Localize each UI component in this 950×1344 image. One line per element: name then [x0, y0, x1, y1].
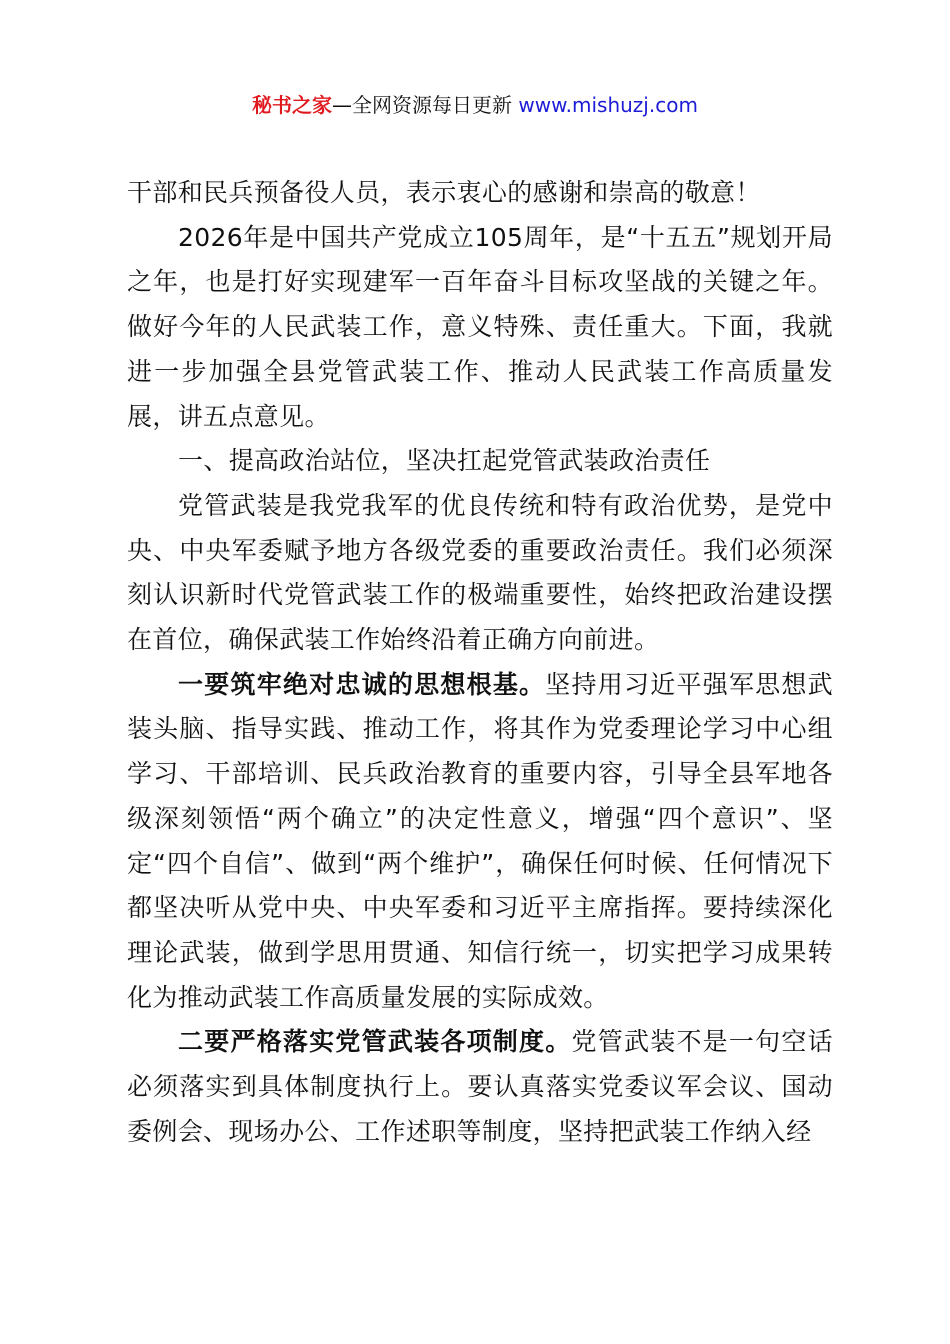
paragraph-lead: 二要严格落实党管武装各项制度。 — [178, 1027, 572, 1057]
site-tagline: —全网资源每日更新 — [332, 93, 513, 117]
paragraph-lead: 一要筑牢绝对忠诚的思想根基。 — [178, 669, 546, 699]
paragraph-6 — [127, 1020, 833, 1154]
document-body — [127, 171, 833, 1154]
paragraph-2 — [127, 216, 833, 440]
site-url-link[interactable]: www.mishuzj.com — [512, 93, 698, 117]
paragraph-text: 党管武装是我党我军的优良传统和特有政治优势，是党中央、中央军委赋予地方各级党委的重要政治责任。我们必须深刻认识新时代党管武装工作的极端重要性，始终把政治建设摆在首位，确保武装工作始终沿着正确方向前进。 — [127, 490, 833, 655]
paragraph-text: 坚持用习近平强军思想武装头脑、指导实践、推动工作，将其作为党委理论学习中心组学习、干部培训、民兵政治教育的重要内容，引导全县军地各级深刻领悟“两个确立”的决定性意义，增强“四个意识”、坚定“四个自信”、做到“两个维护”，确保任何时候、任何情况下都坚决听从党中央、中央军委和习近平主席指挥。要持续深化理论武装，做到学思用贯通、知信行统一，切实把学习成果转化为推动武装工作高质量发展的实际成效。 — [127, 669, 833, 1012]
paragraph-1 — [127, 171, 833, 216]
heading-text: 一、提高政治站位，坚决扛起党管武装政治责任 — [178, 446, 711, 476]
site-brand: 秘书之家 — [252, 93, 333, 117]
paragraph-text: 党管武装不是一句空话必须落实到具体制度执行上。要认真落实党委议军会议、国动委例会、现场办公、工作述职等制度，坚持把武装工作纳入经 — [127, 1027, 833, 1146]
paragraph-5 — [127, 663, 833, 1021]
page-header — [0, 88, 950, 122]
paragraph-4 — [127, 484, 833, 663]
paragraph-text: 干部和民兵预备役人员，表示衷心的感谢和崇高的敬意！ — [127, 178, 761, 207]
paragraph-text: 2026年是中国共产党成立105周年，是“十五五”规划开局之年，也是打好实现建军一百年奋斗目标攻坚战的关键之年。做好今年的人民武装工作，意义特殊、责任重大。下面，我就进一步加强全县党管武装工作、推动人民武装工作高质量发展，讲五点意见。 — [127, 222, 833, 431]
section-heading-1 — [127, 439, 833, 484]
